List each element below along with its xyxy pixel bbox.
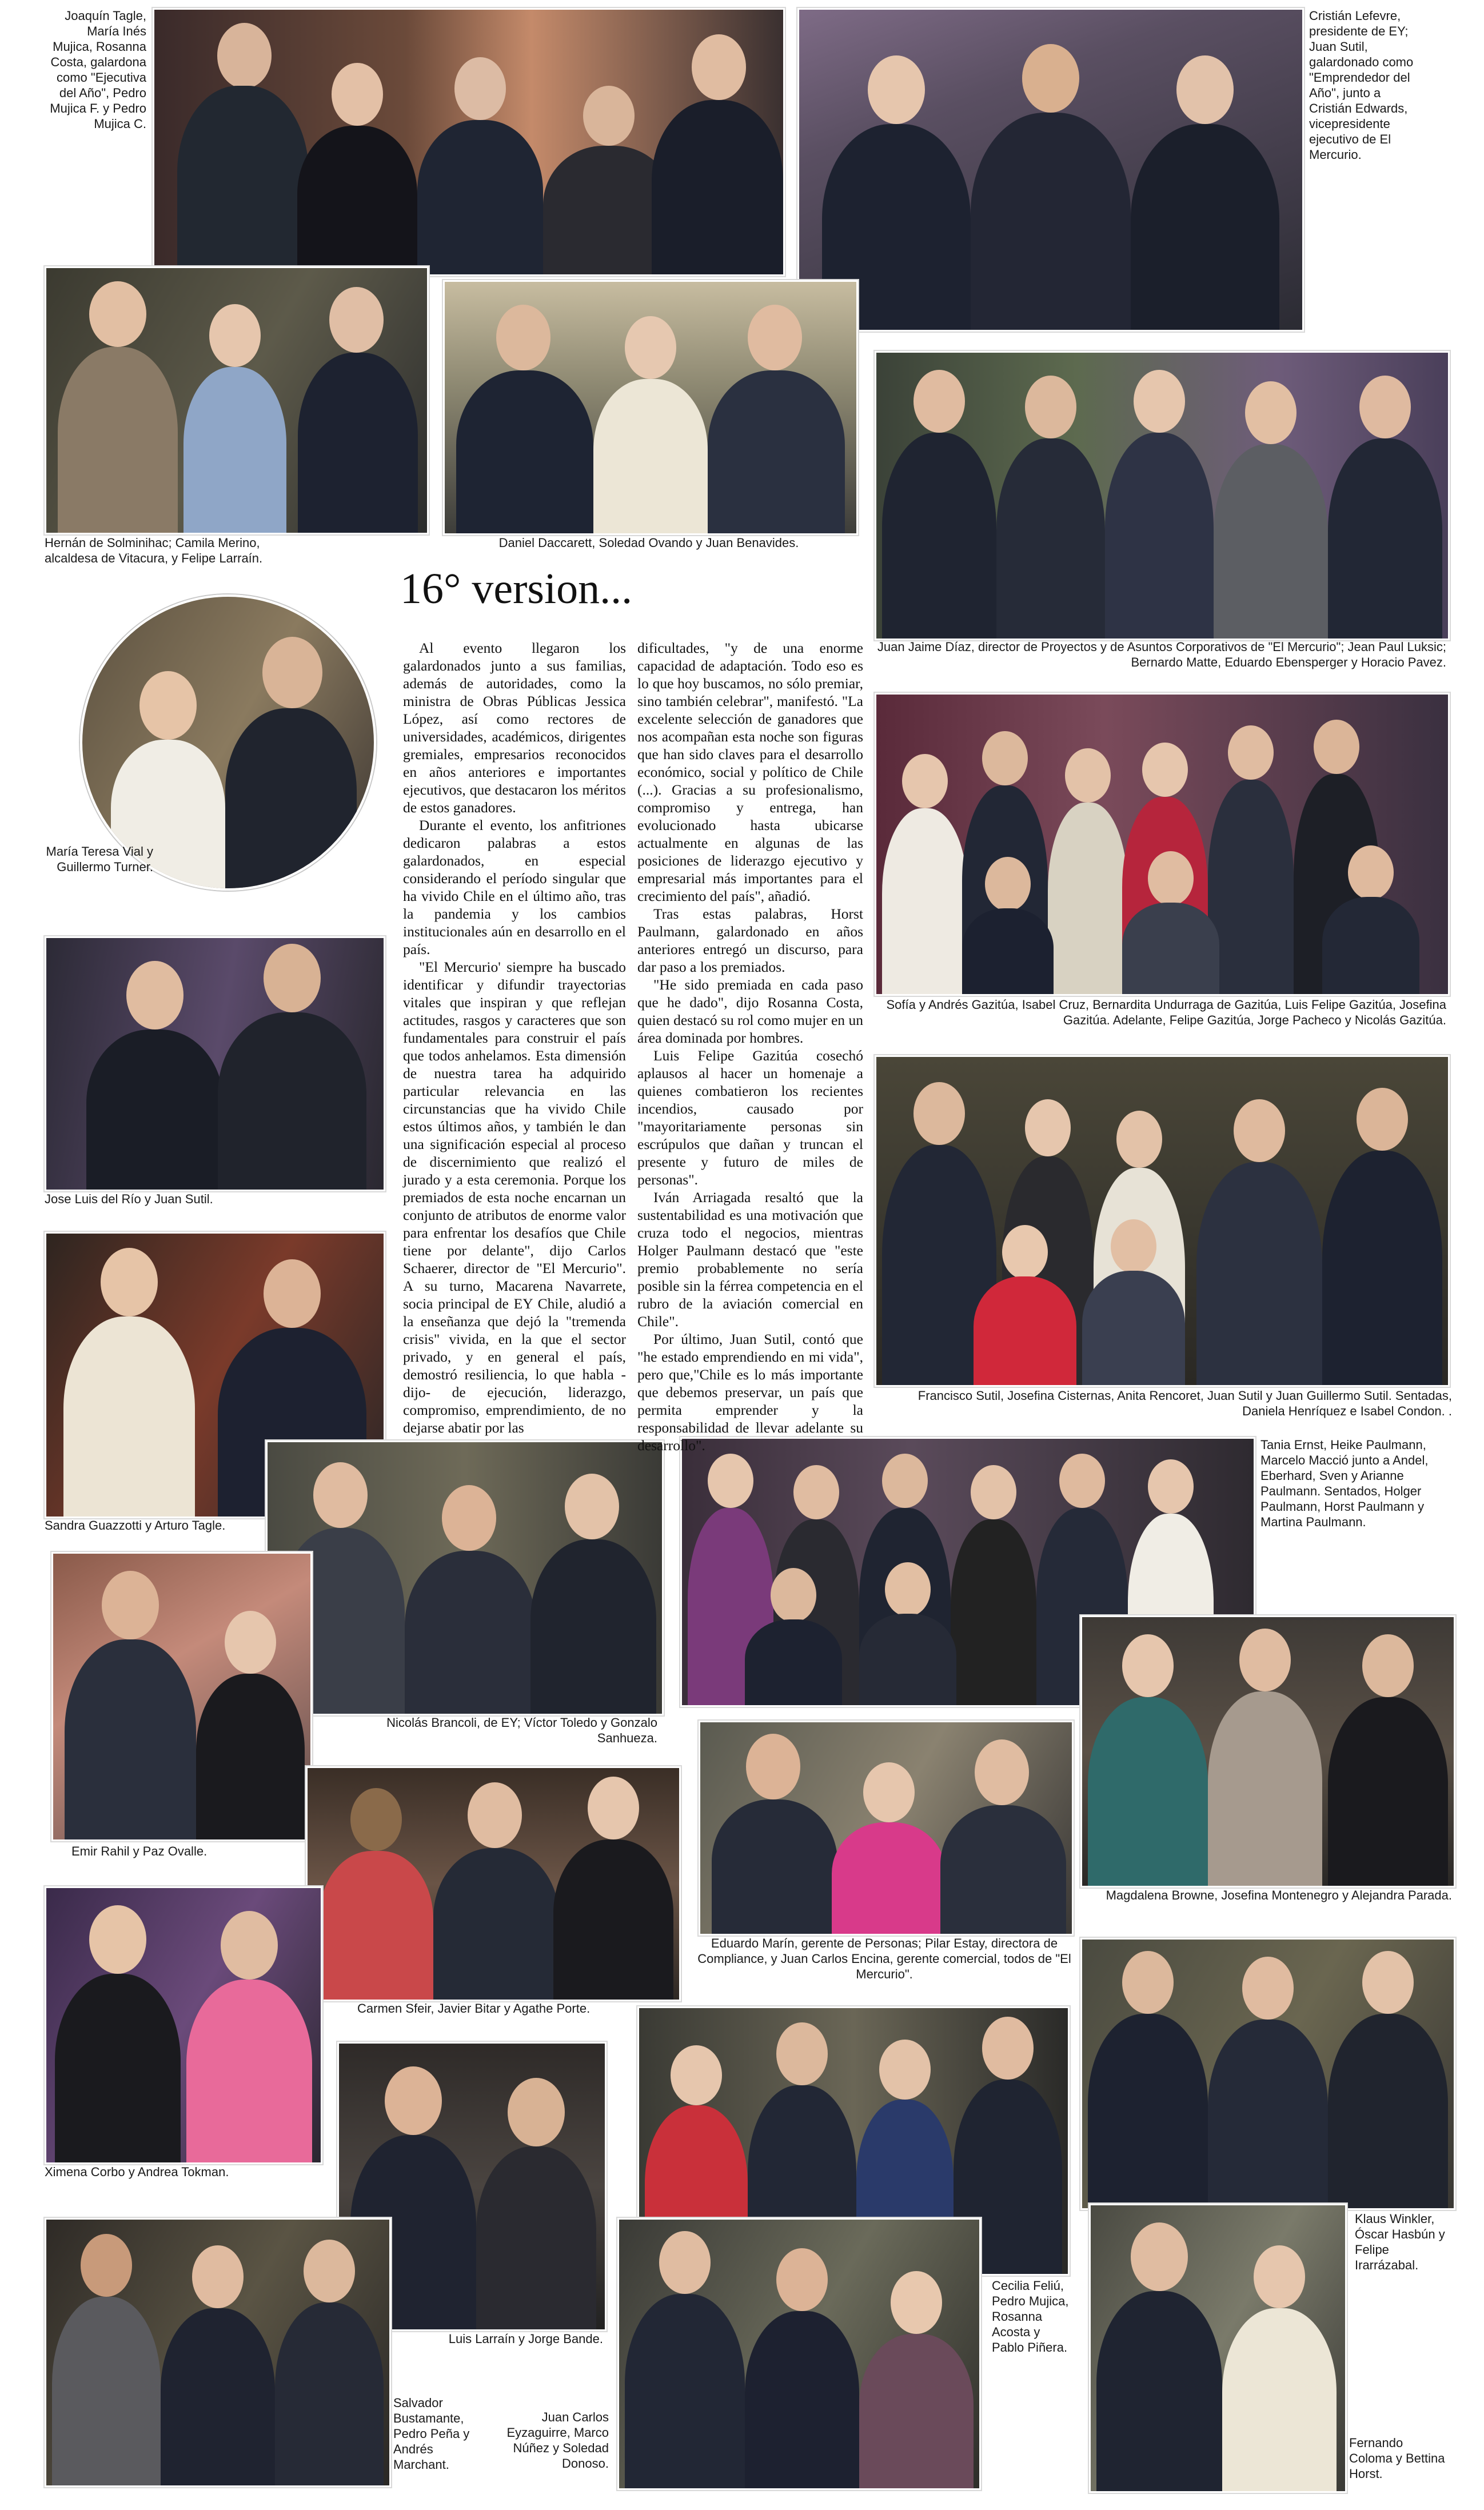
caption: Joaquín Tagle, María Inés Mujica, Rosanna Costa, galardona como "Ejecutiva del Año", Pedro Mujica F. y Pedro Mujica C. (50, 9, 146, 131)
caption: Klaus Winkler, Óscar Hasbún y Felipe Irarrázabal. (1355, 2212, 1445, 2272)
caption: Jose Luis del Río y Juan Sutil. (45, 1192, 213, 1206)
caption: Ximena Corbo y Andrea Tokman. (45, 2165, 229, 2179)
caption: Magdalena Browne, Josefina Montenegro y Alejandra Parada. (1106, 1888, 1452, 1902)
photo-sutil-family (875, 1055, 1450, 1387)
caption: Cristián Lefevre, presidente de EY; Juan Sutil, galardonado como "Emprendedor del Año", junto a Cristián Edwards, vicepresidente ejecutivo de El Mercurio. (1309, 9, 1414, 162)
photo-diaz-luksic (875, 351, 1450, 640)
caption: Fernando Coloma y Bettina Horst. (1349, 2436, 1445, 2481)
paragraph: Por último, Juan Sutil, contó que "he estado emprendiendo en mi vida", pero que,"Chile es lo más importante que debemos preservar, un país que permita emprender y la responsabilidad de llevar adelante su desarrollo". (637, 1331, 863, 1454)
photo-marin-estay (699, 1721, 1074, 1936)
caption: Eduardo Marín, gerente de Personas; Pilar Estay, directora de Compliance, y Juan Carlos Encina, gerente comercial, todos de "El Mercurio". (697, 1936, 1071, 1981)
paragraph: "He sido premiada en cada paso que he dado", dijo Rosanna Costa, quien destacó su rol como mujer en un área dominada por hombres. (637, 976, 863, 1046)
paragraph: Al evento llegaron los galardonados junto a sus familias, además de autoridades, como la ministra de Obras Públicas Jessica López, así como rectores de universidades, académicos, dirigentes gremiales, empresarios reconocidos en años anteriores e importantes ejecutivos, que destacaron los méritos de estos ganadores. (403, 640, 626, 816)
caption: Salvador Bustamante, Pedro Peña y Andrés Marchant. (393, 2396, 470, 2472)
photo-eyzaguirre-nunez (617, 2218, 981, 2490)
caption: Juan Jaime Díaz, director de Proyectos y de Asuntos Corporativos de "El Mercurio"; Jean Paul Luksic; Bernardo Matte, Eduardo Ebensperger y Horacio Pavez. (877, 640, 1446, 669)
paragraph: Durante el evento, los anfitriones dedicaron palabras a estos galardonados, en especial considerando el período singular que ha vivido Chile en el último año, tras la pandemia y los cambios institucionales aún en desarrollo en el país. (403, 817, 626, 957)
caption: María Teresa Vial y Guillermo Turner. (46, 844, 153, 874)
photo-delrio-sutil (45, 936, 385, 1191)
caption: Cecilia Feliú, Pedro Mujica, Rosanna Acosta y Pablo Piñera. (992, 2278, 1069, 2355)
photo-solminihac-merino (45, 266, 429, 534)
paragraph: "El Mercurio' siempre ha buscado identificar y difundir trayectorias vitales que inspiran y que reflejan actitudes, rasgos y caracteres que son fundamentales para construir el país que todos anhelamos. Esta dimensión de nuestra tarea ha adquirido particular relevancia en las circunstancias que ha vivido Chile estos últimos años, y también le dan una significación especial al proceso de discernimiento que realizó el jurado y a esta ceremonia. Porque los premiados de esta noche encarnan un conjunto de atributos de enorme valor para enfrentar los desafíos que Chile tiene por delante", dijo Carlos Schaerer, director de "El Mercurio". A su turno, Macarena Navarrete, socia principal de EY Chile, aludió a la enseñanza que dejó la "tremenda crisis" vivida, en la que el sector privado, y en general el país, demostró resiliencia, lo que habla -dijo- de ejecución, liderazgo, compromiso, emprendimiento, de no dejarse abatir por las (403, 959, 626, 1436)
photo-daccarett-ovando (443, 280, 858, 535)
article-column-1 (403, 639, 626, 1436)
caption: Luis Larraín y Jorge Bande. (448, 2332, 603, 2346)
paragraph: dificultades, "y de una enorme capacidad de adaptación. Todo eso es lo que hoy buscamos, no sólo premiar, sino también celebrar", manifestó. "La excelente selección de ganadores que nos acompañan esta noche son figuras que han sido claves para el desarrollo económico, social y político de Chile (...). Gracias a su profesionalismo, compromiso y entrega, han evolucionado hasta ubicarse actualmente en algunas de las posiciones de liderazgo ejecutivo y empresarial más importantes para el crecimiento del país", añadió. (637, 640, 863, 904)
photo-browne-montenegro (1080, 1615, 1455, 1888)
photo-gazitua-family (875, 693, 1450, 996)
caption: Tania Ernst, Heike Paulmann, Marcelo Macció junto a Andel, Eberhard, Sven y Arianne Paulmann. Sentados, Holger Paulmann, Horst Paulmann y Martina Paulmann. (1260, 1438, 1429, 1529)
article-headline: 16° version... (400, 565, 633, 613)
caption: Emir Rahil y Paz Ovalle. (71, 1844, 208, 1858)
caption: Juan Carlos Eyzaguirre, Marco Núñez y Soledad Donoso. (506, 2410, 609, 2471)
photo-corbo-tokman (45, 1886, 322, 2164)
photo-sutil-award (797, 8, 1304, 332)
paragraph: Luis Felipe Gazitúa cosechó aplausos al hacer un homenaje a quienes combatieron los recientes incendios, causado por "mayoritariamente personas sin escrúpulos que dañan y truncan el presente y futuro de miles de personas". (637, 1047, 863, 1188)
photo-mujica-costa (153, 8, 785, 276)
caption: Sandra Guazzotti y Arturo Tagle. (45, 1518, 226, 1533)
paragraph: Iván Arriagada resaltó que la sustentabilidad es una motivación que cruza todo el negocios, mientras Holger Paulmann destacó que "este premio probablemente no sería posible sin la férrea competencia en el rubro de la aviación comercial en Chile". (637, 1189, 863, 1330)
photo-coloma-horst (1089, 2204, 1347, 2493)
caption: Nicolás Brancoli, de EY; Víctor Toledo y Gonzalo Sanhueza. (386, 1715, 657, 1745)
article-column-2 (637, 639, 863, 1454)
caption: Daniel Daccarett, Soledad Ovando y Juan Benavides. (498, 536, 799, 550)
photo-winkler-hasbun (1080, 1938, 1455, 2210)
caption: Hernán de Solminihac; Camila Merino, alcaldesa de Vitacura, y Felipe Larraín. (45, 536, 263, 565)
caption: Francisco Sutil, Josefina Cisternas, Anita Rencoret, Juan Sutil y Juan Guillermo Sutil. Sentadas, Daniela Henríquez e Isabel Condon. . (917, 1388, 1452, 1418)
caption: Carmen Sfeir, Javier Bitar y Agathe Porte. (357, 2001, 591, 2016)
photo-brancoli-toledo (266, 1440, 664, 1715)
caption: Sofía y Andrés Gazitúa, Isabel Cruz, Bernardita Undurraga de Gazitúa, Luis Felipe Gazitúa, Josefina Gazitúa. Adelante, Felipe Gazitúa, Jorge Pacheco y Nicolás Gazitúa. (886, 997, 1446, 1027)
photo-rahil-ovalle (51, 1552, 312, 1841)
photo-bustamante-pena (45, 2218, 391, 2487)
paragraph: Tras estas palabras, Horst Paulmann, galardonado en años anteriores entregó un discurso, para dar paso a los premiados. (637, 905, 863, 975)
photo-sfeir-bitar (306, 1766, 681, 2001)
